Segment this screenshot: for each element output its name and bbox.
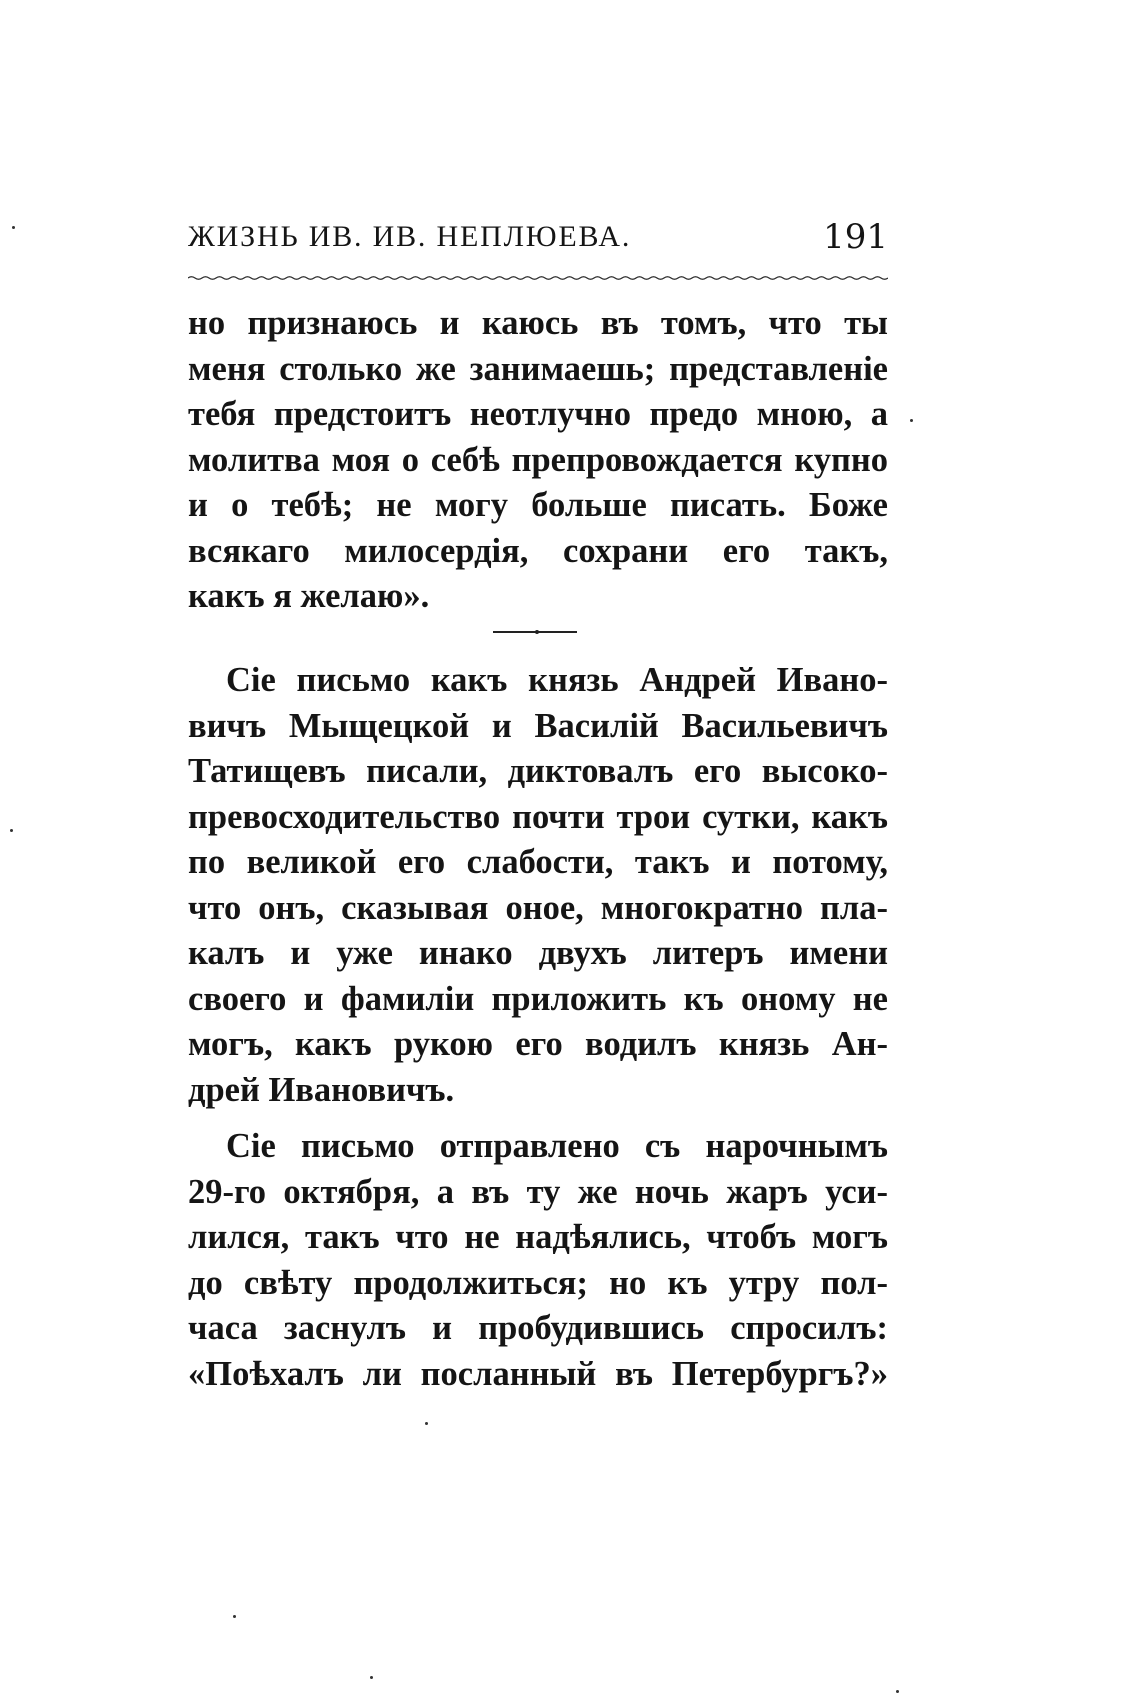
header-rule xyxy=(188,275,888,281)
text-line: дрей Ивановичъ. xyxy=(188,1070,455,1109)
section-separator xyxy=(493,630,577,634)
paragraph-letter-ending xyxy=(188,301,888,620)
text-line: превосходительство почти трои сутки, какъ xyxy=(188,797,888,836)
scan-speck xyxy=(896,1690,899,1693)
text-line: «Поѣхалъ ли посланный въ Петербургъ?» xyxy=(188,1354,888,1393)
running-title: ЖИЗНЬ ИВ. ИВ. НЕПЛЮЕВА. xyxy=(188,220,632,253)
scan-speck xyxy=(370,1676,373,1679)
text-line: всякаго милосердія, сохрани его такъ, xyxy=(188,531,888,570)
text-line: тебя предстоитъ неотлучно предо мною, а xyxy=(188,395,888,433)
scan-speck xyxy=(12,226,15,229)
text-line: 29-го октября, а въ ту же ночь жаръ уси- xyxy=(188,1172,888,1211)
text-line: по великой его слабости, такъ и потому, xyxy=(188,843,888,881)
text-line: своего и фамиліи приложить къ оному не xyxy=(188,979,888,1018)
paragraph-letter-writers xyxy=(188,658,888,1113)
text-line: Сіе письмо отправлено съ нарочнымъ xyxy=(226,1127,888,1165)
text-line: молитва моя о себѣ препровождается купно xyxy=(188,440,888,479)
scan-speck xyxy=(233,1615,236,1618)
text-line: Сіе письмо какъ князь Андрей Ивано- xyxy=(226,661,888,699)
text-line: какъ я желаю». xyxy=(188,577,430,615)
scan-speck xyxy=(10,829,13,832)
running-header xyxy=(188,212,888,262)
text-line: что онъ, сказывая оное, многократно пла- xyxy=(188,888,888,927)
text-line: и о тебѣ; не могу больше писать. Боже xyxy=(188,486,888,524)
scan-speck xyxy=(910,419,913,422)
paragraph-letter-sent xyxy=(188,1124,888,1397)
text-line: могъ, какъ рукою его водилъ князь Ан- xyxy=(188,1025,888,1063)
text-line: меня столько же занимаешь; представленіе xyxy=(188,349,888,388)
text-line: до свѣту продолжиться; но къ утру пол- xyxy=(188,1263,888,1302)
scan-speck xyxy=(425,1422,428,1425)
text-line: Татищевъ писали, диктовалъ его высоко- xyxy=(188,752,888,790)
text-line: часа заснулъ и пробудившись спросилъ: xyxy=(188,1309,888,1347)
text-line: лился, такъ что не надѣялись, чтобъ могъ xyxy=(188,1218,888,1256)
text-line: вичъ Мыщецкой и Василій Васильевичъ xyxy=(188,706,888,745)
text-line: калъ и уже инако двухъ литеръ имени xyxy=(188,934,888,972)
page-number: 191 xyxy=(823,217,888,257)
text-line: но признаюсь и каюсь въ томъ, что ты xyxy=(188,304,888,342)
